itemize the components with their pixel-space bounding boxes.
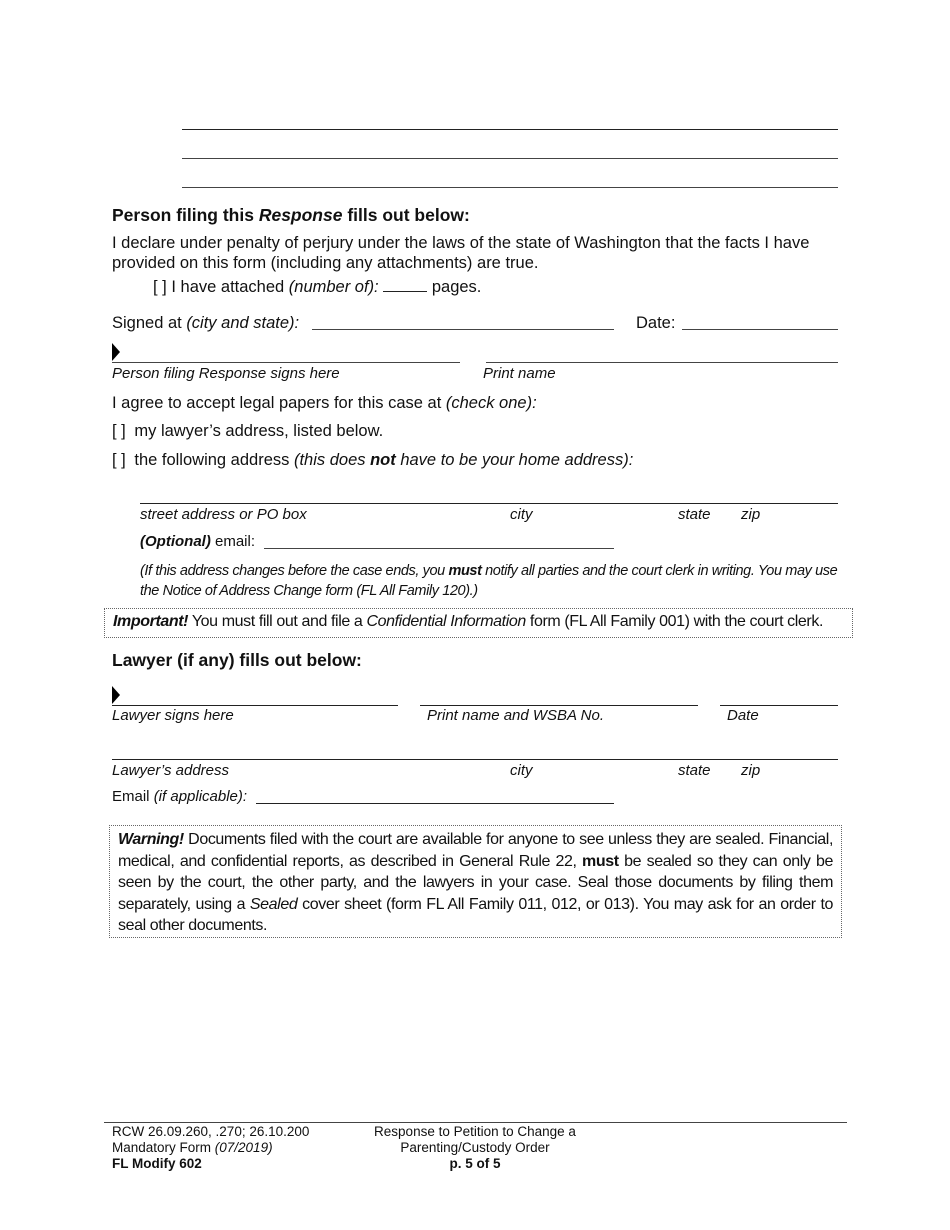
lawyer-address-field[interactable] [112,759,838,760]
lawyer-address-label: Lawyer’s address [112,762,230,779]
footer-title-2: Parenting/Custody Order [400,1140,550,1155]
lawyer-print-name-field[interactable] [420,705,698,706]
option-following-address: [ ] the following address (this does not have to be your home address): [112,451,634,469]
option2-checkbox[interactable]: [ ] [112,451,126,469]
footer-title-1: Response to Petition to Change a [374,1124,576,1139]
address-field[interactable] [140,503,838,504]
blank-line-3[interactable] [182,187,838,188]
optional-email-field[interactable] [264,548,614,549]
declaration-text: I declare under penalty of perjury under the laws of the state of Washington that the facts I have provided on this form (including any attachments) are true. [112,234,810,272]
lawyer-email-label: Email (if applicable): [112,788,248,805]
attached-pages-row: [ ] I have attached (number of): pages. [153,278,482,296]
lawyer-date-field[interactable] [720,705,838,706]
option1-checkbox[interactable]: [ ] [112,422,126,440]
warning-notice: Warning! Documents filed with the court are available for anyone to see unless they are sealed. Financial, medical, and confidential reports, as described in General Rule 22, must be sealed so they can only be seen by the court, the other party, and the lawyers in your case. Seal those documents by filing them separately, using a Sealed cover sheet (form FL All Family 011, 012, or 013). You may ask for an order to seal other documents. [109,825,842,938]
print-name-label: Print name [483,365,556,382]
lawyer-signature-field[interactable] [112,705,398,706]
lawyer-sign-arrow-icon [112,686,120,704]
lawyer-sign-label: Lawyer signs here [112,707,234,724]
lawyer-email-field[interactable] [256,803,614,804]
pages-count-field[interactable] [383,277,427,292]
sign-arrow-icon [112,343,120,361]
important-notice: Important! You must fill out and file a Confidential Information form (FL All Family 001) with the court clerk. [104,608,853,638]
option-lawyer-address: [ ] my lawyer’s address, listed below. [112,422,384,440]
lawyer-city-label: city [510,762,533,779]
lawyer-section-heading: Lawyer (if any) fills out below: [112,650,362,670]
state-label: state [678,506,711,523]
person-section-heading: Person filing this Response fills out below: [112,205,470,225]
blank-line-2[interactable] [182,158,838,159]
optional-email-label: (Optional) email: [140,533,256,550]
attached-checkbox[interactable]: [ ] [153,278,167,296]
city-label: city [510,506,533,523]
footer-rcw: RCW 26.09.260, .270; 26.10.200 [112,1124,310,1139]
address-change-note: (If this address changes before the case ends, you must notify all parties and the court clerk in writing. You may use the Notice of Address Change form (FL All Family 120).) [140,563,838,599]
person-signature-field[interactable] [112,362,460,363]
signed-at-field[interactable] [312,329,614,330]
zip-label: zip [741,506,761,523]
date-field[interactable] [682,329,838,330]
print-name-field[interactable] [486,362,838,363]
footer-mandatory: Mandatory Form (07/2019) [112,1140,273,1155]
blank-line-1[interactable] [182,129,838,130]
lawyer-state-label: state [678,762,711,779]
signed-at-label: Signed at (city and state): [112,314,300,332]
footer-page-number: p. 5 of 5 [449,1156,501,1171]
footer-divider [104,1122,847,1123]
agree-text: I agree to accept legal papers for this case at (check one): [112,394,537,412]
lawyer-zip-label: zip [741,762,761,779]
footer-left [112,1124,309,1172]
footer-center [360,1124,590,1172]
date-label: Date: [636,314,676,332]
lawyer-print-label: Print name and WSBA No. [427,707,605,724]
lawyer-date-label: Date [727,707,759,724]
sign-here-label: Person filing Response signs here [112,365,340,382]
street-label: street address or PO box [140,506,307,523]
footer-form-id: FL Modify 602 [112,1156,202,1171]
